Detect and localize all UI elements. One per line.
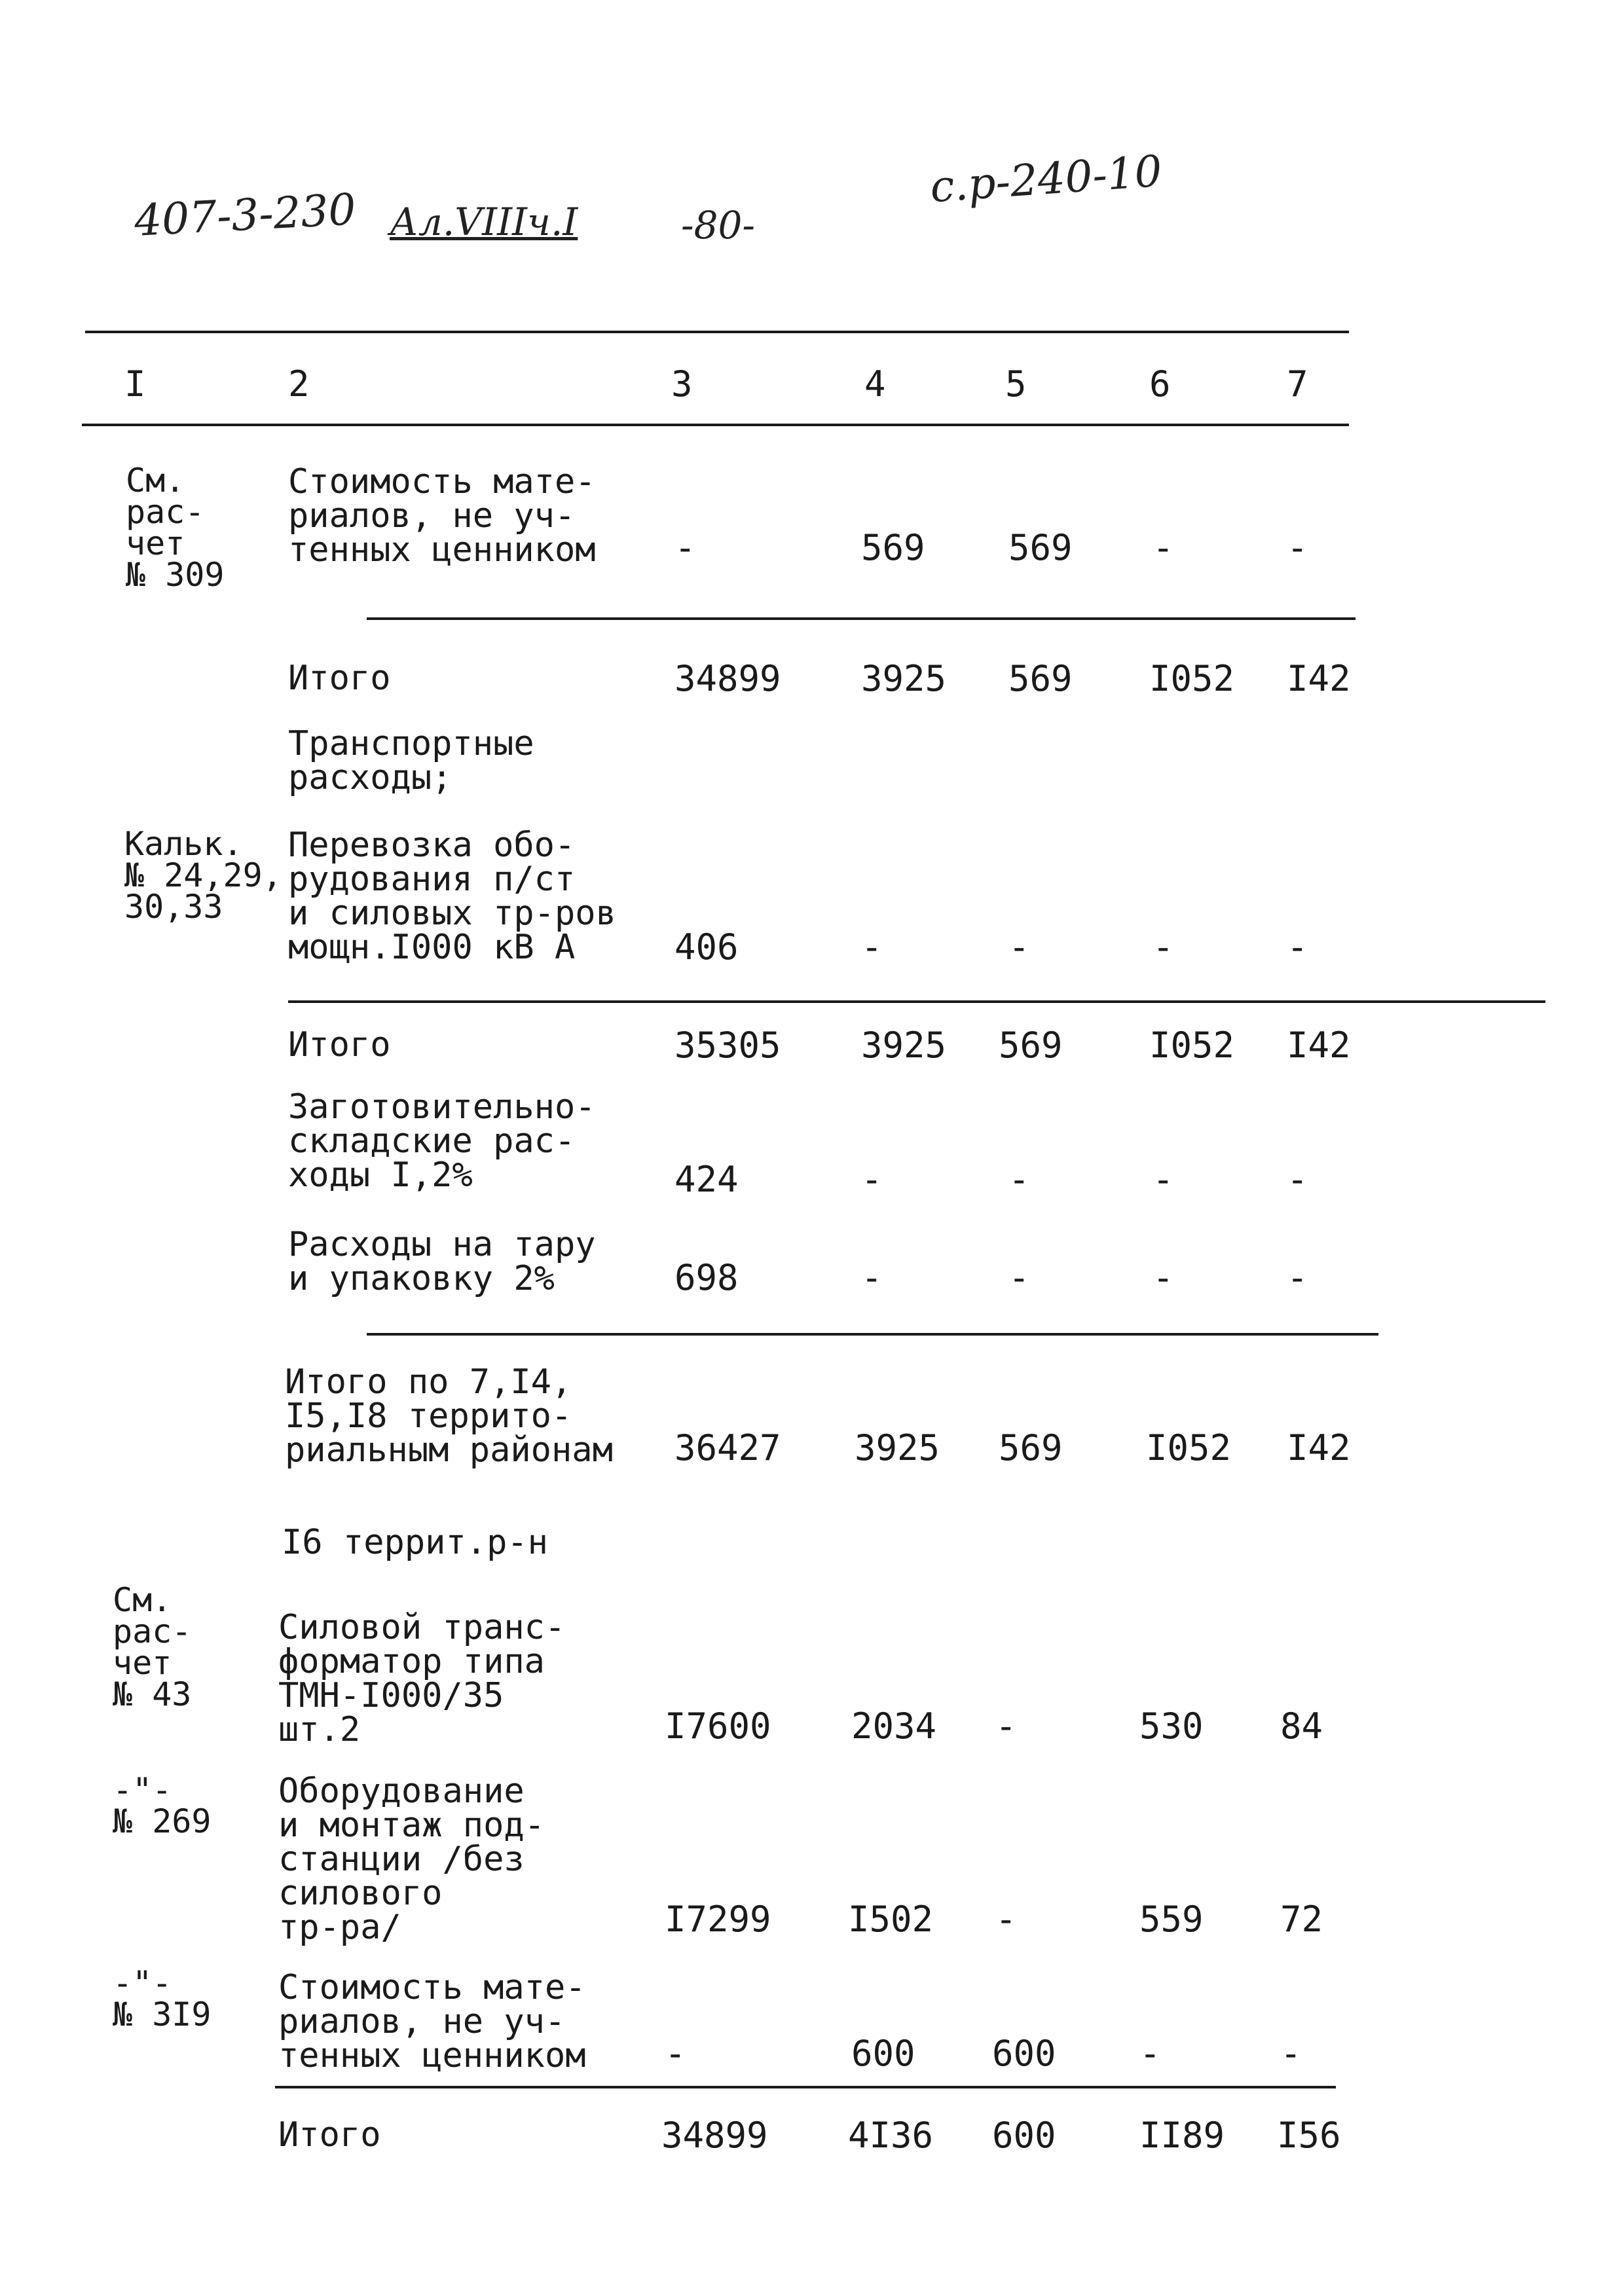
row-description: Стоимость мате- риалов, не уч- тенных ценником	[288, 462, 596, 570]
cell-col6: 530	[1139, 1705, 1204, 1747]
cell-col6: -	[1153, 926, 1174, 968]
cell-col6: I052	[1146, 1427, 1232, 1468]
cell-col4: I502	[848, 1899, 934, 1940]
cell-col3: 698	[674, 1257, 739, 1298]
cell-col3: I7299	[665, 1899, 771, 1940]
row-description: I6 террит.р-н	[282, 1523, 548, 1562]
cell-col5: -	[1008, 1159, 1030, 1200]
cell-col3: 34899	[661, 2115, 768, 2156]
cell-col3: 35305	[674, 1025, 781, 1066]
row-description: Заготовительно- складские рас- ходы I,2%	[288, 1087, 596, 1195]
row-description: Силовой транс- форматор типа ТМН-I000/35 шт.2	[278, 1608, 566, 1749]
subtotal-rule	[367, 1333, 1378, 1336]
column-header-2: 2	[288, 363, 310, 405]
cell-col7: I42	[1287, 658, 1351, 699]
column-header-4: 4	[864, 363, 886, 405]
cell-col6: -	[1153, 527, 1174, 568]
column-header-5: 5	[1005, 363, 1027, 405]
cell-col5: 600	[992, 2033, 1056, 2074]
cell-col4: -	[861, 926, 883, 968]
column-header-3: 3	[671, 363, 693, 405]
cell-col5: -	[1008, 1257, 1030, 1298]
column-header-6: 6	[1149, 363, 1171, 405]
cell-col4: -	[861, 1257, 883, 1298]
reference-code: c.p-240-10	[928, 145, 1164, 213]
cell-col7: -	[1287, 527, 1308, 568]
row-description: Итого	[288, 659, 391, 698]
cell-col6: -	[1153, 1159, 1174, 1200]
subtotal-rule	[367, 617, 1356, 620]
cell-col6: -	[1153, 1257, 1174, 1298]
row-description: Расходы на тару и упаковку 2%	[288, 1225, 596, 1298]
document-code: 407-3-230	[133, 184, 358, 246]
cell-col4: 4I36	[848, 2115, 934, 2156]
cell-col4: 3925	[861, 1025, 947, 1066]
subtotal-rule	[275, 2086, 1336, 2088]
page-number: -80-	[681, 203, 755, 247]
row-description: Оборудование и монтаж под- станции /без силового тр-ра/	[278, 1772, 545, 1947]
cell-col4: 3925	[861, 658, 947, 699]
column-header-1: I	[124, 363, 146, 405]
cell-col6: I052	[1149, 658, 1235, 699]
cell-col7: 84	[1280, 1705, 1323, 1747]
cell-col3: 424	[674, 1159, 739, 1200]
cell-col6: 559	[1139, 1899, 1204, 1940]
cell-col6: II89	[1139, 2115, 1225, 2156]
cell-col3: -	[674, 527, 696, 568]
cell-col3: I7600	[665, 1705, 771, 1747]
header-bottom-rule	[82, 424, 1349, 426]
subtotal-rule	[288, 1000, 1545, 1003]
cell-col5: 569	[1008, 658, 1073, 699]
column-header-7: 7	[1287, 363, 1308, 405]
cell-col7: -	[1280, 2033, 1302, 2074]
cell-col7: I42	[1287, 1025, 1351, 1066]
cell-col5: -	[1008, 926, 1030, 968]
row-description: Итого	[288, 1025, 391, 1065]
cell-col6: I052	[1149, 1025, 1235, 1066]
row-ref: См. рас- чет № 309	[126, 462, 225, 594]
cell-col5: -	[995, 1899, 1017, 1940]
cell-col7: 72	[1280, 1899, 1323, 1940]
cell-col4: 600	[851, 2033, 915, 2074]
sheet-label-text: Ал.VIIIч.I	[390, 200, 578, 244]
cell-col7: I42	[1287, 1427, 1351, 1468]
cell-col3: 406	[674, 926, 739, 968]
table-top-rule	[85, 331, 1349, 333]
row-ref: См. рас- чет № 43	[113, 1581, 192, 1713]
row-ref: -"- № 3I9	[113, 1964, 212, 2033]
row-description: Итого по 7,I4, I5,I8 террито- риальным районам	[285, 1362, 613, 1470]
row-ref: -"- № 269	[113, 1771, 212, 1840]
cell-col5: 569	[999, 1025, 1063, 1066]
cell-col5: 600	[992, 2115, 1056, 2156]
cell-col7: -	[1287, 1159, 1308, 1200]
row-description: Перевозка обо- рудования п/ст и силовых тр-ров мощн.I000 кВ А	[288, 826, 616, 967]
cell-col4: 2034	[851, 1705, 937, 1747]
row-description: Стоимость мате- риалов, не уч- тенных ценником	[278, 1968, 586, 2075]
row-ref: Кальк. № 24,29, 30,33	[124, 825, 282, 926]
cell-col4: 569	[861, 527, 925, 568]
row-description: Итого	[278, 2115, 381, 2155]
cell-col3: 36427	[674, 1427, 781, 1468]
cell-col5: 569	[999, 1427, 1063, 1468]
cell-col7: -	[1287, 926, 1308, 968]
sheet-label	[390, 200, 578, 244]
cell-col6: -	[1139, 2033, 1161, 2074]
cell-col5: 569	[1008, 527, 1073, 568]
cell-col5: -	[995, 1705, 1017, 1747]
cell-col4: 3925	[855, 1427, 940, 1468]
row-description: Транспортные расходы;	[288, 724, 534, 797]
cell-col3: 34899	[674, 658, 781, 699]
cell-col7: -	[1287, 1257, 1308, 1298]
cell-col4: -	[861, 1159, 883, 1200]
cell-col3: -	[665, 2033, 686, 2074]
cell-col7: I56	[1277, 2115, 1341, 2156]
